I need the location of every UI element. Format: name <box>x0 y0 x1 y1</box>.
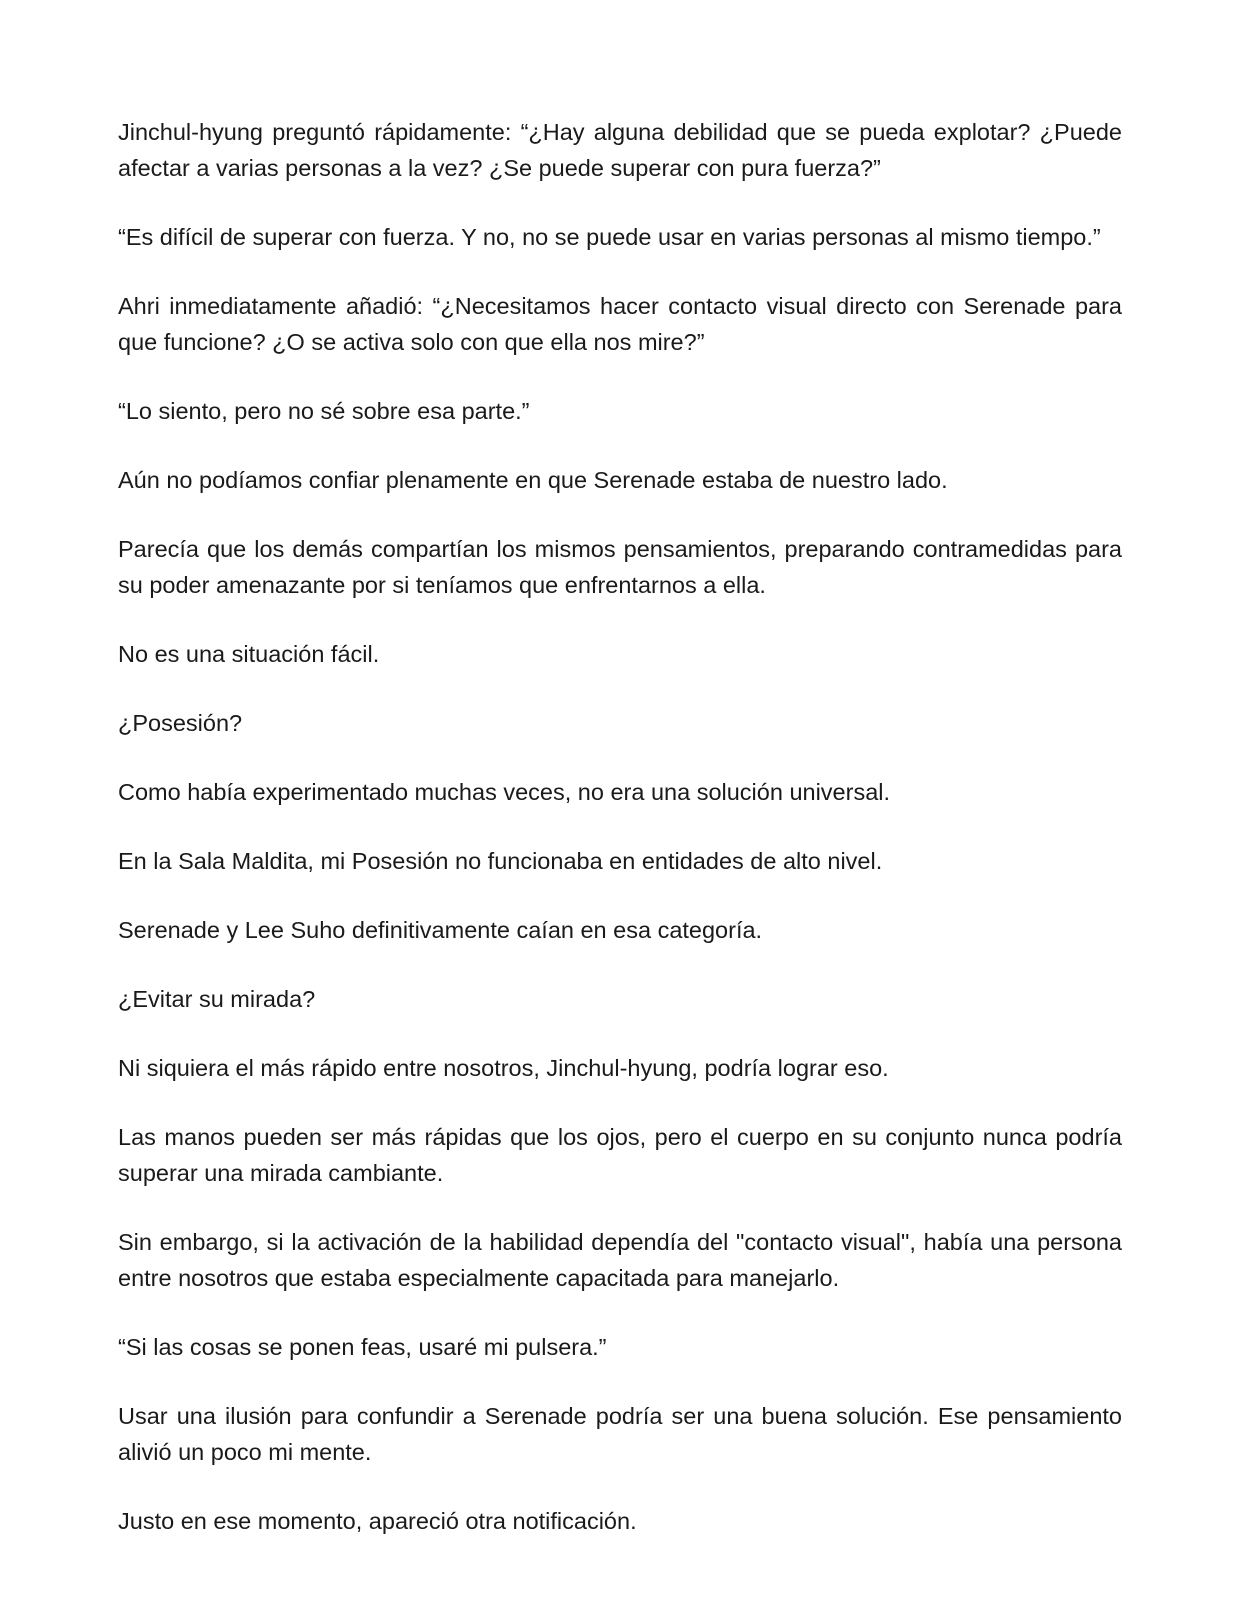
paragraph: Parecía que los demás compartían los mismos pensamientos, preparando contramedidas para su poder amenazante por si teníamos que enfrentarnos a ella. <box>118 536 1122 598</box>
paragraph: ¿Evitar su mirada? <box>118 986 316 1012</box>
paragraph: “Lo siento, pero no sé sobre esa parte.” <box>118 398 530 424</box>
paragraph: Aún no podíamos confiar plenamente en que Serenade estaba de nuestro lado. <box>118 467 948 493</box>
paragraph: “Si las cosas se ponen feas, usaré mi pulsera.” <box>118 1334 607 1360</box>
paragraph: ¿Posesión? <box>118 710 243 736</box>
paragraph: Usar una ilusión para confundir a Serenade podría ser una buena solución. Ese pensamiento alivió un poco mi mente. <box>118 1403 1122 1465</box>
paragraph: Jinchul-hyung preguntó rápidamente: “¿Hay alguna debilidad que se pueda explotar? ¿Puede afectar a varias personas a la vez? ¿Se puede superar con pura fuerza?” <box>118 119 1122 181</box>
paragraph: Como había experimentado muchas veces, no era una solución universal. <box>118 779 891 805</box>
paragraph: Ni siquiera el más rápido entre nosotros, Jinchul-hyung, podría lograr eso. <box>118 1055 889 1081</box>
paragraph: Sin embargo, si la activación de la habilidad dependía del "contacto visual", había una persona entre nosotros que estaba especialmente capacitada para manejarlo. <box>118 1229 1122 1291</box>
paragraph: Justo en ese momento, apareció otra notificación. <box>118 1508 637 1534</box>
paragraph: En la Sala Maldita, mi Posesión no funcionaba en entidades de alto nivel. <box>118 848 883 874</box>
document-body <box>118 114 1122 1572</box>
paragraph: Las manos pueden ser más rápidas que los ojos, pero el cuerpo en su conjunto nunca podría superar una mirada cambiante. <box>118 1124 1122 1186</box>
paragraph: No es una situación fácil. <box>118 641 380 667</box>
paragraph: “Es difícil de superar con fuerza. Y no, no se puede usar en varias personas al mismo tiempo.” <box>118 224 1101 250</box>
paragraph: Ahri inmediatamente añadió: “¿Necesitamos hacer contacto visual directo con Serenade para que funcione? ¿O se activa solo con que ella nos mire?” <box>118 293 1122 355</box>
paragraph: Serenade y Lee Suho definitivamente caían en esa categoría. <box>118 917 763 943</box>
